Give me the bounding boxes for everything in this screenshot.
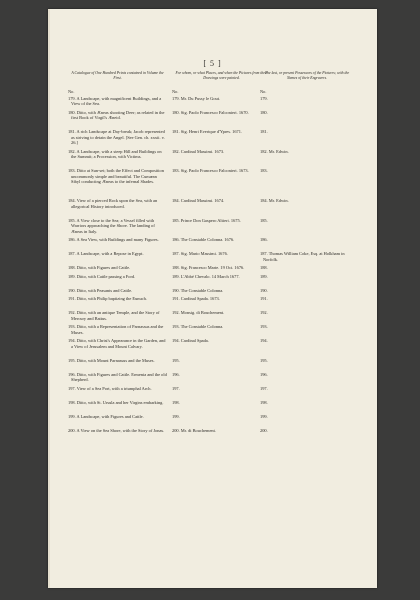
catalogue-entry: 183. Ditto at Sun-set; both the Effect and Composition uncommonly simple and beautiful. The Cumæan Sibyl conducting Æneas to the infernal Shades.	[68, 168, 164, 184]
patrons-column	[172, 71, 271, 442]
possessor-entry: 198.	[260, 399, 268, 405]
catalogue-entry: 197. View of a Sea Port, with a triumphal Arch.	[68, 385, 152, 391]
possessor-entry: 182. Mr. Edwin.	[260, 148, 289, 154]
catalogue-entry: 184. View of a pierced Rock upon the Sea, with an allegorical History introduced.	[68, 198, 158, 209]
catalogue-entry: 181. A rich Landscape at Day-break; Jacob represented as striving to detain the Angel. [See Gen. ch. xxxii. v. 26.]	[68, 129, 165, 146]
catalogue-entry: 189. Ditto, with Cattle passing a Ford.	[68, 273, 136, 279]
possessor-entry: 190.	[260, 287, 268, 293]
catalogue-entry: 187. A Landscape, with a Repose in Egypt.	[68, 251, 144, 257]
possessor-entry: 193.	[260, 324, 268, 330]
patron-entry: 195.	[172, 357, 180, 363]
catalogue-entry: 195. Ditto, with Mount Parnassus and the Muses.	[68, 357, 155, 363]
number-label: No.	[68, 89, 75, 94]
possessor-entry: 196.	[260, 371, 268, 377]
possessor-entry: 188.	[260, 265, 268, 271]
patron-entry: 189. L'Abbé Chevalo. 14 March 1677.	[172, 273, 240, 279]
patron-entry: 192. Monsig. di Bouchement.	[172, 310, 225, 316]
page-edge	[48, 9, 50, 588]
catalogue-entry: 194. Ditto, with Christ's Appearance in the Garden, and a View of Jerusalem and Mount Calvary.	[68, 338, 166, 349]
catalogue-entry: 190. Ditto, with Peasants and Cattle.	[68, 287, 133, 293]
page-number: [ 5 ]	[203, 59, 222, 68]
possessor-entry: 192.	[260, 310, 268, 316]
catalogue-entry: 180. Ditto, with Æneas shooting Deer; as related in the first Book of Virgil's Æneid.	[68, 110, 165, 121]
patron-entry: 198.	[172, 399, 180, 405]
patron-entry: 193. The Constable Colonna.	[172, 324, 224, 330]
possessor-entry: 181.	[260, 129, 268, 135]
catalogue-entry: 200. A View on the Sea Shore, with the Story of Jonas.	[68, 427, 165, 433]
catalogue-entry: 191. Ditto, with Philip baptizing the Eunuch.	[68, 296, 147, 302]
catalogue-entries	[68, 96, 167, 442]
possessor-entry: 199.	[260, 413, 268, 419]
patron-entry: 181. Sig. Henri Everique d'Ypres. 1671.	[172, 129, 243, 135]
catalogue-entry: 186. A Sea View, with Buildings and many Figures.	[68, 237, 159, 243]
possessor-entry: 183.	[260, 168, 268, 174]
possessor-entry: 187. Thomas William Coke, Esq. at Holkham in Norfolk.	[260, 251, 345, 262]
patron-entry: 182. Cardinal Massimi. 1673.	[172, 148, 225, 154]
catalogue-entry: 185. A View close to the Sea; a Vessel filled with Warriors approaching the Shore. The landing of Æneas in Italy.	[68, 217, 155, 234]
catalogue-entry: 188. Ditto, with Figures and Cattle.	[68, 265, 131, 271]
patron-entry: 196.	[172, 371, 180, 377]
possessor-entry: 185.	[260, 217, 268, 223]
possessor-entry: 184. Mr. Edwin.	[260, 198, 289, 204]
possessor-entry: 179.	[260, 96, 268, 101]
patron-entry: 180. Sig. Paolo Francesco Falconieri. 1670.	[172, 110, 249, 115]
catalogue-column-heading: A Catalogue of One Hundred Prints contained in Volume the First.	[71, 71, 164, 80]
patron-entry: 194. Cardinal Spada.	[172, 338, 209, 344]
possessor-entry: 180.	[260, 110, 268, 115]
number-label: No.	[260, 89, 267, 94]
patron-entry: 188. Sig. Francesco Marte. 19 Oct. 1676.	[172, 265, 245, 271]
catalogue-entry: 193. Ditto, with a Representation of Parnassus and the Muses.	[68, 324, 164, 335]
patron-entry: 197.	[172, 385, 180, 391]
patrons-column-heading: For whom, or what Places, and when the Pictures from their Drawings were painted.	[175, 71, 268, 80]
possessor-entry: 186.	[260, 237, 268, 243]
possessor-entry: 194.	[260, 338, 268, 344]
patron-entry: 185. Prince Don Gaspero Altieri. 1675.	[172, 217, 241, 223]
patron-entry: 200. Mr. di Bouchement.	[172, 427, 216, 433]
patron-entry: 186. The Constable Colonna. 1676.	[172, 237, 235, 243]
patron-entry: 199.	[172, 413, 180, 419]
catalogue-entry: 179. A Landscape, with magnificent Buildings, and a View of the Sea.	[68, 96, 162, 107]
possessors-column	[260, 71, 354, 442]
catalogue-page	[48, 9, 377, 588]
catalogue-column	[68, 71, 167, 442]
patron-entry: 183. Sig. Paolo Francesco Falconieri. 1673.	[172, 168, 249, 174]
patron-entry: 191. Cardinal Spada. 1673.	[172, 296, 220, 302]
catalogue-entry: 182. A Landscape, with a steep Hill and Buildings on the Summit; a Procession, with Victims.	[68, 148, 162, 160]
possessor-entry: 195.	[260, 357, 268, 363]
possessor-entry: 189.	[260, 273, 268, 279]
catalogue-entry: 199. A Landscape, with Figures and Cattle.	[68, 413, 144, 419]
possessor-entry: 197.	[260, 385, 268, 391]
catalogue-entry: 198. Ditto, with St. Ursula and her Virgins embarking.	[68, 399, 164, 405]
catalogue-entry: 192. Ditto, with an antique Temple, and the Story of Mercury and Battus.	[68, 310, 160, 321]
possessor-entry: 200.	[260, 427, 268, 433]
patron-entry: 184. Cardinal Massimi. 1674.	[172, 198, 225, 204]
possessors-column-heading: The last, or present Possessors of the Pictures; with the Names of their Engravers.	[264, 71, 350, 80]
patron-entry: 179. Mr. Du Pussy le Gout.	[172, 96, 221, 101]
possessor-entries	[260, 96, 354, 442]
number-label: No.	[172, 89, 179, 94]
possessor-entry: 191.	[260, 296, 268, 302]
patron-entries	[172, 96, 271, 442]
patron-entry: 187. Sig. Mario Massimi. 1676.	[172, 251, 228, 257]
patron-entry: 190. The Constable Colonna.	[172, 287, 224, 293]
catalogue-entry: 196. Ditto, with Figures and Cattle. Ermenia and the old Shepherd.	[68, 371, 167, 383]
